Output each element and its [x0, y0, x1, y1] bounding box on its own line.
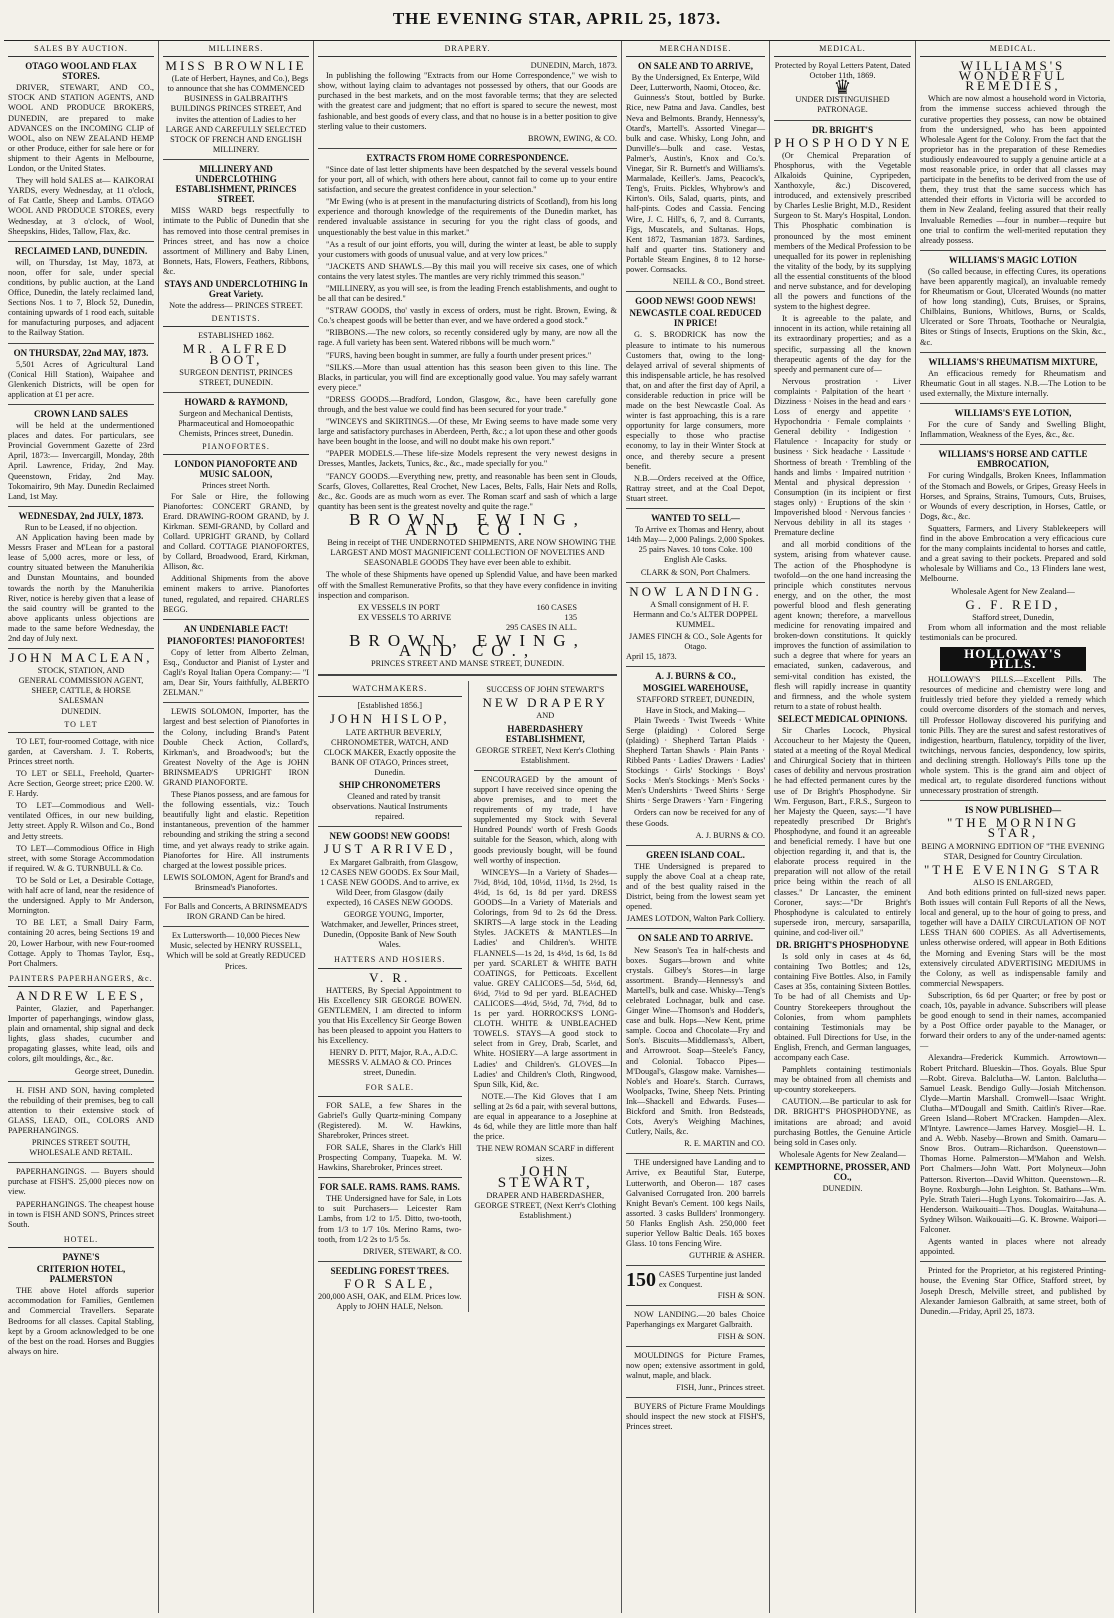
ad-signature: R. E. MARTIN and CO. [684, 1139, 765, 1149]
ad-text: LEWIS SOLOMON, Importer, has the largest and best selection of Pianofortes in the Colony, including Brand's Patent Double Check Action, Collard's, Kirkman's, and Broadwood's; but the Greatest Novelty of the Age is JOHN BRINSMEAD'S UPRIGHT IRON GRAND PIANOFORTE. [163, 707, 309, 787]
divider [8, 506, 154, 507]
ad-heading: V. R. [369, 969, 411, 985]
ad-address: George street, Dunedin. [74, 1066, 154, 1076]
ad-address: DUNEDIN. [822, 1184, 863, 1194]
ad-text: From whom all information and the most reliable testimonials can be procured. [920, 622, 1106, 642]
ad-address: Princes street North. [202, 481, 270, 491]
ad-line: DRAPER AND HABERDASHER, [486, 1190, 605, 1200]
ad-text: Guinness's Stout, bottled by Burke. Rice, new Patna and Java. Candles, best Neva and Belmonts. Brandy, Hennessy's, Otard's, Martell's. Assorted Vinegar—bulk and case. Whisky, Long John, and Dunville's—bulk and case. Vestas, Palmer's, Austin's, Knox and Co.'s. Vinegar, Sir R. Burnett's and Williams's. Marmalade, Keiller's. Jams, Peacock's, Teng's, Fruits. Pickles, Whybrow's and Kirton's. Oils, Salad, quarts, pints, and half-pints. Codes and Cassia. Fencing Wire, J. C. Hill's, 6, 7, and 8. Currants, Figs, Muscatels, and Sultanas. Hops, Kent 1872, Tasmanian 1873. Sardines, half and quarter tins. Stationery and Portable Steam Engines, 8 to 12 horse-power. Cornsacks. [626, 93, 765, 274]
cases-label: EX VESSELS TO ARRIVE [358, 612, 452, 622]
ad-heading: FOR SALE, [344, 1275, 436, 1291]
ad-heading: ON SALE AND TO ARRIVE. [638, 933, 753, 944]
ad-signature: GEORGE YOUNG, Importer, Watchmaker, and Jeweller, Princes street, Dunedin, (Opposite Bank of New South Wales. [320, 910, 459, 950]
ad-text: will, on Thursday, 1st May, 1873, at noon, offer for sale, under special conditions, by public auction, at the Land Office, Dunedin, the lately reclaimed land, Sections Nos. 1 to 7, Block 52, Dunedin, containing upwards of 1 rood each, suitable for manufacturing purposes, and adjacent to the Railway Station. [8, 257, 154, 338]
ad-line: Wholesale Agents for New Zealand— [779, 1149, 906, 1159]
ad-text: CASES Turpentine just landed ex Conquest. [659, 1270, 762, 1290]
divider [920, 800, 1106, 801]
divider [626, 928, 765, 929]
ad-heading: NEW GOODS! NEW GOODS! [329, 831, 450, 842]
cases-value: 160 CASES [536, 602, 577, 612]
ad-text: PAPERHANGINGS. — Buyers should purchase at FISH'S. 25,000 pieces now on view. [8, 1167, 154, 1197]
divider [318, 826, 462, 827]
columns [4, 40, 1110, 1613]
extract-text: "PAPER MODELS.—These life-size Models represent the very newest designs in Dresses, Mantles, Jackets, Tunics, &c., &c., made specially for you." [318, 449, 617, 469]
cases-number: 150 [626, 1269, 656, 1292]
divider [626, 291, 765, 292]
ad-text: Ex Margaret Galbraith, from Glasgow, 12 CASES NEW GOODS. Ex Sour Mail, 1 CASE NEW GOODS. And to arrive, ex Wild Deer, from Glasgow (daily expected), 16 CASES NEW GOODS. [320, 857, 460, 907]
ad-heading: STAYS AND UNDERCLOTHING In Great Variety. [164, 278, 308, 300]
ad-heading: NOW LANDING. [629, 583, 762, 599]
advertiser-name: LONDON PIANOFORTE AND MUSIC SALOON, [174, 459, 298, 480]
advertiser-name: PAYNE'S [62, 1251, 100, 1262]
advertiser-name: JOHN STEWART, [497, 1164, 593, 1191]
column-drapery [313, 41, 621, 1613]
ad-line: GENERAL COMMISSION AGENT, [18, 676, 144, 686]
extract-text: "WINCEYS and SKIRTINGS.—Of these, Mr Ewing seems to have made some very large and satisfactory purchases in Aberdeen, Perth, &c.; a lot upon these and other goods have been bought in the loose, and will no doubt make his own report." [318, 417, 617, 447]
ad-text: LATE ARTHUR BEVERLY, CHRONOMETER, WATCH, AND CLOCK MAKER, Exactly opposite the BANK OF OTAGO, Princes street, Dunedin. [323, 727, 456, 777]
cases-row [318, 613, 617, 623]
ad-address: PRINCES STREET SOUTH, WHOLESALE AND RETAIL. [29, 1138, 133, 1158]
extract-text: "RIBBONS.—The new colors, so recently considered ugly by many, are now all the rage. A full variety has been sent. Watered ribbons will be much worn." [318, 328, 617, 348]
ad-signature: DRIVER, STEWART, & CO. [363, 1246, 462, 1256]
divider [626, 508, 765, 509]
divider [626, 1153, 765, 1154]
section-heading: FOR SALE. [318, 1080, 462, 1096]
ad-text: Additional Shipments from the above eminent makers to arrive. Pianofortes tuned, regulated, and repaired. CHARLES BEGG. [163, 574, 309, 614]
advertiser-name: HOWARD & RAYMOND, [184, 396, 288, 407]
ad-line: UNDER DISTINGUISHED PATRONAGE. [795, 95, 890, 115]
column-heading: MERCHANDISE. [626, 41, 765, 57]
ad-signature: NEILL & CO., Bond street. [672, 277, 765, 287]
ad-text: For the cure of Sandy and Swelling Blight, Inflammation, Weakness of the Eyes, &c., &c. [920, 420, 1106, 440]
ad-text: DRIVER, STEWART, AND CO., STOCK AND STATION AGENTS, AND WOOL AND PRODUCE BROKERS, DUNEDIN, are prepared to make ADVANCES on the INCOMING CLIP of WOOL, also on NEW ZEALAND HEMP or other Produce, either for sale here or for shipment to their Agents in Melbourne, London, or the United States. [8, 83, 154, 174]
masthead [0, 0, 1114, 38]
ad-text: To Arrive ex Thomas and Henry, about 14th May— 2,000 Palings. 2,000 Spokes. 25 pairs Naves. 10 tons Coke. 100 English Ale Casks. [626, 525, 765, 565]
ad-address: PRINCES STREET AND MANSE STREET, DUNEDIN. [370, 659, 565, 669]
divider [8, 404, 154, 405]
lower-left [318, 681, 462, 1312]
ad-signature: HENRY D. PITT, Major, R.A., A.D.C. MESSRS V. ALMAO & CO. Princes street, Dunedin. [328, 1048, 458, 1078]
divider [920, 1261, 1106, 1262]
advertiser-name: A. J. BURNS & CO., [655, 671, 736, 682]
ad-text: Painter, Glazier, and Paperhanger. Importer of paperhangings, window glass, plain and ornamental, ship signal and deck lights, glass shades, cucumber and propagating glasses, white lead, oils and colors, gilt mouldings, &c., &c. [8, 1003, 154, 1064]
ad-text: These Pianos possess, and are famous for the following essentials, viz.: Touch beautifully light and elastic. Repetition instantaneous, prevention of the hammer rebounding and striking the string a second time, and yet always ready to strike again. Pianofortes for Hire. All instruments charged at the lowest possible prices. [163, 790, 309, 870]
ad-text: MOULDINGS for Picture Frames, now open; extensive assortment in gold, walnut, maple, and black. [626, 1350, 765, 1381]
ad-text: Pamphlets containing testimonials may be obtained from all chemists and up-country storekeepers. [774, 1065, 911, 1095]
ad-heading: FOR SALE. RAMS. RAMS. RAMS. [319, 1182, 460, 1193]
ad-text: Plain Tweeds · Twist Tweeds · White Serge (plaiding) · Colored Serge (plaiding) · Shepherd Tartan Plaids · Shepherd Tartan Shawls · Plain Pants · Ribbed Pants · Ladies' Drawers · Ladies' Stockings · Girls' Stockings · Boys' Socks · Men's Stockings · Men's Socks · Men's Undershirts · Tweed Shirts · Serge Shirts · Serge Drawers · Yarn · Fingering [626, 715, 765, 806]
ad-subheading: Run to be Leased, if no objection. [24, 522, 138, 532]
divider [920, 352, 1106, 353]
ailment-list: Nervous prostration · Liver complaints · Palpitation of the heart · Dizziness · Noises in the head and ears · Loss of energy and appetite · Hypochondria · Female complaints · General debility · Indigestion · Flatulence · Incapacity for study or business · Sick headache · Lassitude · Shortness of breath · Trembling of the hands and limbs · Impaired nutrition · Mental and physical depression · Consumption (in its incipient or first stages only) · Eruptions of the skin · Impoverished blood · Nervous fancies · Nervous debility in all its stages · Premature decline [774, 376, 911, 538]
ad-text: Ex Luttersworth— 10,000 Pieces New Music, selected by HENRY RUSSELL, Which will be sold at Greatly REDUCED Prices. [166, 931, 306, 971]
ad-signature: BROWN, EWING, & CO. [528, 133, 617, 143]
ad-text: 5,501 Acres of Agricultural Land (Conical Hill Station), Waipahee and Glenkenich Districts, will be open for application at £1 per acre. [8, 359, 154, 399]
ad-text: The whole of these Shipments have opened up Splendid Value, and have been marked off with the Smallest Remunerative Profits, so that they have every confidence in inviting inspection and comparison. [318, 570, 617, 600]
divider [920, 444, 1106, 445]
ad-text: ENCOURAGED by the amount of support I have received since opening the above premises, and to meet the requirements of my trade, I have supplemented my Stock with Several Hundred Pounds' worth of Fresh Goods suitable for the Season, which, along with goods previously bought, will be found well worthy of inspection. [473, 774, 617, 865]
ad-address: Note the address— PRINCES STREET. [169, 301, 303, 311]
advertiser-name: JOHN HISLOP, [329, 711, 450, 727]
ad-text: AN Application having been made by Messrs Fraser and M'Lean for a pastoral lease of 5,000 acres, more or less, of country situated between the Manuherikia and Dunstan Mountains, and bounded towards the north by the Manuherikia River, notice is hereby given that a lease of the said country will be granted to the above applicants unless objections are made to the same before Wednesday, the 2nd day of July next. [8, 533, 154, 643]
ad-text: A Small consignment of H. F. Hermann and Co.'s ALTER DOPPEL KUMMEL. [633, 599, 758, 629]
ad-signature: LEWIS SOLOMON, Agent for Brand's and Brinsmead's Pianofortes. [163, 872, 309, 892]
column-heading: MILLINERS. [163, 41, 309, 57]
extract-text: "STRAW GOODS, tho' vastly in excess of orders, must be right. Brown, Ewing, & Co.'s cheapest goods will be better than ever, and we have ordered a good stock." [318, 306, 617, 326]
divider [626, 582, 765, 583]
ad-heading: DR. BRIGHT'S PHOSPHODYNE [776, 939, 909, 950]
royal-crest-icon: ♛ [833, 77, 852, 100]
ad-line: ESTABLISHED 1862. [198, 331, 274, 341]
ad-heading: SUCCESS OF JOHN STEWART'S [486, 685, 605, 695]
ad-text: HOLLOWAY'S PILLS.—Excellent Pills. The resources of medicine and chemistry were long and fruitlessly tried before they yielded a remedy which could overcome disorders of the stomach and nerves, till Professor Holloway discovered his purifying and tonic Pills. They are the surest and safest restoratives of indigestion, heartburn, flatulency, torpidity of the liver, twitchings, nervous fancies, despondency, low spirits, and declining strength. Holloway's Pills tone up the whole system. This is the grand aim and object of medical art, to regulate disordered functions without unnecessary prostration of strength. [920, 675, 1106, 796]
ad-date: April 15, 1873. [626, 652, 677, 662]
divider [626, 845, 765, 846]
divider [8, 241, 154, 242]
ad-text: H. FISH AND SON, having completed the rebuilding of their premises, beg to call attention to their extensive stock of GLASS, LEAD, OIL, COLORS AND PAPERHANGINGS. [8, 1085, 154, 1135]
ad-signature: JAMES FINCH & CO., Sole Agents for Otago. [628, 631, 763, 652]
cases-total: 295 CASES IN ALL. [506, 622, 577, 632]
advertiser-name: G. F. REID, [965, 596, 1061, 612]
extract-text: "JACKETS AND SHAWLS.—By this mail you will receive six cases, one of which contains the very latest styles. The mantles are very richly trimmed this season." [318, 261, 617, 281]
imprint: Printed for the Proprietor, at his registered Printing-house, the Evening Star Office, Stafford street, by Joseph Dresch, Melville street, and published by Alexander Jamieson Galbraith, at same street, both of Dunedin.—Friday, April 25, 1873. [920, 1266, 1106, 1316]
divider [318, 674, 617, 676]
advertiser-name: BROWN, EWING, AND CO., [349, 630, 586, 661]
ad-text: Squatters, Farmers, and Livery Stablekeepers will find in the above Embrocation a very efficacious cure for the many complaints incidental to horses and cattle, and a great saving to their pockets. Prepared and sold wholesale by Williams and Co., 13 Flinders lane west, Melbourne. [920, 523, 1106, 584]
ad-address: GEORGE STREET, (Next Kerr's Clothing Establishment.) [474, 1200, 617, 1220]
divider [8, 343, 154, 344]
newspaper-title: THE EVENING STAR, APRIL 25, 1873. [392, 9, 722, 28]
section-heading: WATCHMAKERS. [318, 681, 462, 697]
cases-row [318, 603, 617, 613]
divider [626, 1346, 765, 1347]
advertiser-name: DR. BRIGHT'S [811, 124, 873, 135]
holloways-pills-badge: HOLLOWAY'S PILLS. [940, 647, 1086, 671]
column-merchandise [621, 41, 769, 1613]
ad-text: Surgeon and Mechanical Dentists, Pharmaceutical and Homoeopathic Chemists, Princes street, Dunedin. [177, 408, 295, 439]
turpentine-ad [626, 1270, 765, 1290]
divider [774, 120, 911, 121]
ad-heading: NEW DRAPERY [482, 695, 609, 711]
product-name: WILLIAMS'S WONDERFUL REMEDIES, [958, 58, 1068, 94]
ad-signature: A. J. BURNS & CO. [695, 830, 765, 840]
divider [8, 648, 154, 649]
divider [8, 1081, 154, 1082]
ad-heading: SHIP CHRONOMETERS [339, 780, 441, 790]
extract-text: "SILKS.—More than usual attention has this season been given to this line. The Blacks, in particular, you will find are exceptionally good value. You may safely warrant every piece." [318, 362, 617, 392]
ad-text: Orders can now be received for any of these Goods. [626, 808, 765, 828]
product-name: WILLIAMS'S RHEUMATISM MIXTURE, [928, 356, 1098, 367]
ad-text: Cleaned and rated by transit observations. Nautical Instruments repaired. [332, 792, 448, 822]
column-heading: SALES BY AUCTION. [8, 41, 154, 57]
ad-heading: AN UNDENIABLE FACT! [183, 623, 289, 634]
ad-text: and all morbid conditions of the system, arising from whatever cause. The action of the Phosphodyne is twofold—on the one hand increasing the principle which constitutes nervous energy, and on the other, the most powerful blood and flesh generating agent known; therefore, a marvellous medicine for renovating impaired and broken-down constitutions. It quickly improves the function of assimilation to such a degree that where for years an emaciated, sunken, cadaverous, and semi-vital condition has existed, the flesh will rapidly increase in quantity and firmness, and the whole system return to a state of robust health. [774, 540, 911, 711]
ad-heading: "THE EVENING STAR [923, 861, 1103, 877]
ad-text: will be held at the undermentioned places and dates. For particulars, see Provincial Government Gazette of 23rd April, 1873:— Invercargill, Monday, 28th April. Lawrence, Friday, 2nd May. Queenstown, Friday, 2nd May. Tokomairiro, 9th May. Dunedin Reclaimed Land, 1st May. [8, 421, 154, 501]
ad-text: WINCEYS—In a Variety of Shades—7½d, 8½d, 10d, 10½d, 11½d, 1s 2½d, 1s 4½d, 1s 6d, 1s 8d per yard. DRESS GOODS—In a Variety of Materials and Colorings, from 9d to 2s 6d the Dress. SKIRTS—A large stock in the Leading Styles. JACKETS & MANTLES—In Ladies' and Children's. WHITE FLANNELS—1s 2d, 1s 4½d, 1s 6d, 1s 8d per yard. SCARLET & WHITE BATH COATINGS, for Petticoats. Excellent value. GREY CALICOES—5d, 5½d, 6d, 6½d, 7½d to 9d per yard. BLEACHED CALICOES—4½d, 5½d, 7d, 7½d, 8d to 1s per yard. HORROCKS'S LONG-CLOTH. WHITE & UNBLEACHED TOWELS. STAYS—A good stock to select from in Grey, Drab, Scarlet, and White. HOSIERY—A large assortment in Ladies' and Children's. GLOVES—In Ladies' and Children's Cloth, Ringwood, Spun Silk, Kid, &c. [473, 867, 617, 1089]
divider [8, 1162, 154, 1163]
ad-heading: EXTRACTS FROM HOME CORRESPONDENCE. [366, 152, 569, 163]
extract-text: "FURS, having been bought in summer, are fully a fourth under present prices." [326, 350, 592, 360]
advertiser-name: BROWN, EWING, AND CO. [349, 509, 586, 540]
divider [318, 148, 617, 149]
divider [318, 1261, 462, 1262]
agents-list: Alexandra—Frederick Kummich. Arrowtown—Robert Pritchard. Blueskin—Thos. Goyals. Blue Spur—Robt. Gireva. Balclutha—W. Lanton. Balclutha—Samuel Leask. Bendigo Gully—Josiah Mitchenson. Clyde—Martin Marshall. Cromwell—Isaac Wright. Clutha—M'Dougall and Smith. Caitlin's River—Rae. Green Island—Robert M'Cracken. Hampden—Alex. M'Intyre. Lawrence—James Harvey. Mosgiel—H. L. and A. Webb. Naseby—Brown and Smith. Oamaru—Snow Bros. Outram—Richardson. Queenstown—Thomas Horne. Palmerston—M'Mahon and Welsh. Port Chalmers—John Watt. Port Molyneux—John Patterson. Riverton—David Whitton. Queenstown—R. Boyne. Roxburgh—John Leighton. St. Bathans—Wm. Pyle. Strath Taieri—Hugh Lyons. Tokomairiro—Jas. A. Henderson. Waikouaiti—Thos. Douglas. Waitahuna—Sydney Wilson. Waikouaiti—G. K. Browne. Waipori—Falconer. [920, 1053, 1106, 1235]
column-milliners [158, 41, 313, 1613]
ad-line: SHEEP, CATTLE, & HORSE SALESMAN [31, 686, 131, 706]
ad-heading: GOOD NEWS! GOOD NEWS! [635, 296, 756, 307]
ad-signature: GUTHRIE & ASHER. [689, 1251, 765, 1261]
divider [163, 926, 309, 927]
divider [920, 403, 1106, 404]
ad-text: THE Undersigned have for Sale, in Lots to suit Purchasers— Leicester Ram Lambs, from 1/2 to 1/5. Ditto, two-tooth, from 1/3 to 1/7 10s. Merino Rams, two-tooth, from 1/2 2s to 1/5 5s. [318, 1194, 462, 1244]
ad-text: Being in receipt of THE UNDERNOTED SHIPMENTS, ARE NOW SHOWING THE LARGEST AND MOST MAGNIFICENT COLLECTION OF NOVELTIES AND SEASONABLE GOODS They have ever been able to exhibit. [327, 538, 616, 568]
product-name: WILLIAMS'S EYE LOTION, [954, 408, 1072, 418]
section-heading: HATTERS AND HOSIERS. [318, 952, 462, 968]
ad-line: Have in Stock, and Making— [645, 705, 746, 715]
ad-text: N.B.—Orders received at the Office, Rattray street, and at the Coal Depot, Stuart street. [626, 473, 765, 503]
ad-heading: SELECT MEDICAL OPINIONS. [777, 713, 908, 724]
ad-subheading: By the Undersigned, Ex Enterpe, Wild Deer, Lutterworth, Naomi, Otoceo, &c. [630, 73, 761, 93]
column-medical [769, 41, 915, 1613]
ad-heading: ON THURSDAY, 22nd MAY, 1873. [13, 347, 149, 358]
ad-heading: PIANOFORTES! PIANOFORTES! [167, 635, 305, 646]
extract-text: "Since date of last letter shipments have been despatched by the several vessels bound for your port, all of which, with others here about, cannot fail to come up to your entire satisfaction, and secure the greatest confidence in your selection." [318, 164, 617, 195]
ad-text: BUYERS of Picture Frame Mouldings should inspect the new stock at FISH'S, Princes street. [626, 1402, 765, 1432]
ad-text: TO LET, four-roomed Cottage, with nice garden, at Caversham. J. T. Roberts, Princes street north. [8, 736, 154, 766]
ad-line: AND [536, 711, 555, 721]
ad-text: Sir Charles Locock, Physical Accoucheur to her Majesty the Queen, stated at a meeting of the Royal Medical and Chirurgical Society that in thirteen cases of debility and nervous prostration he had effected permanent cures by the use of Dr Bright's Phosphodyne. Sir Wm. Ferguson, Bart., F.R.S., Surgeon to her Majesty the Queen, says:—"I have repeatedly prescribed Dr Bright's Phosphodyne, and found it an agreeable and beneficial remedy. I have but one objection regarding it, and that is, the elaborate process required in the preparation will not allow of the retail price being within the reach of all classes." Dr Lancaster, the eminent Coroner, says:—"Dr Bright's Phosphodyne is calculated to entirely supersede iron, mercury, sarsaparilla, quinine, and cod-liver oil." [774, 726, 911, 937]
section-heading: PIANOFORTES. [163, 439, 309, 455]
ad-text: For Balls and Concerts, A BRINSMEAD'S IRON GRAND Can be hired. [164, 902, 308, 922]
ad-line: Wholesale Agent for New Zealand— [951, 586, 1075, 596]
ad-address: GEORGE STREET, Next Kerr's Clothing Establishment. [475, 745, 615, 765]
divider [163, 159, 309, 160]
ad-signature: Apply to JOHN HALE, Nelson. [336, 1302, 443, 1312]
section-heading: TO LET [8, 717, 154, 733]
extract-text: "As a result of our joint efforts, you will, during the winter at least, be able to supply your customers with goods of unusual value, and at very low prices." [318, 239, 617, 259]
ad-line: DUNEDIN. [61, 706, 101, 716]
section-heading: HOTEL. [8, 1232, 154, 1248]
ad-signature: FISH & SON. [717, 1290, 765, 1300]
ad-line: STOCK, STATION, AND [37, 666, 125, 676]
ad-text: TO BE LET, a Small Dairy Farm, containing 20 acres, being Sections 19 and 20, Lower Harbour, with new Four-roomed Cottage. Apply to Thomas Taylor, Esq., Port Chalmers. [8, 918, 154, 968]
ad-text: CAUTION.—Be particular to ask for DR. BRIGHT'S PHOSPHODYNE, as imitations are abroad; and avoid purchasing Bottles, the Genuine Article being sold in Cases only. [774, 1097, 911, 1147]
ad-heading: IS NOW PUBLISHED— [964, 805, 1062, 816]
divider [626, 666, 765, 667]
advertiser-name: CRITERION HOTEL, PALMERSTON [36, 1264, 126, 1285]
lower-split [318, 681, 617, 1312]
ad-heading: JUST ARRIVED, [323, 841, 456, 857]
ad-heading: CROWN LAND SALES [33, 409, 129, 419]
ad-text: And both editions printed on full-sized news paper. Both issues will contain Full Reports of all the News, local and general, up to the hour of going to press, and together will have a DAILY CIRCULATION OF NOT LESS THAN 600 COPIES. As all Advertisements, unless otherwise ordered, will appear in Both Editions the Morning and Evening Stars will be the most extensively circulated ADVERTISING MEDIUMS in the Colony, as well as indispensable family and commercial Newspapers. [920, 887, 1106, 988]
column-medical-2 [915, 41, 1110, 1613]
extract-text: "Mr Ewing (who is at present in the manufacturing districts of Scotland), from his long experience and thorough knowledge of the requirements of the Dunedin market, has rendered invaluable assistance in securing for you the right class of goods, and unquestionably the best value in this market." [318, 197, 617, 237]
divider [318, 1177, 462, 1178]
ad-heading: GREEN ISLAND COAL. [646, 849, 745, 860]
ad-heading: WEDNESDAY, 2nd JULY, 1873. [18, 510, 144, 521]
divider [163, 702, 309, 703]
ad-address: Stafford street, Dunedin, [972, 612, 1054, 622]
divider [474, 770, 618, 771]
ad-text: (So called because, in effecting Cures, its operations have been apparently magical), an invaluable remedy for Rheumatism or Gout, Ulcerated Wounds (no matter of how long standing), Cuts, Bruises, or Sprains, Chilblains, Bunions, Whitlows, Burns, or Scalds, Ulcerated or Sore Throats, Toothache or Neuralgia, Bites or Stings of Insects, Eruptions on the Skin, &c., &c. [920, 266, 1106, 347]
ad-text: NOTE.—The Kid Gloves that I am selling at 2s 6d a pair, with several buttons, are equal in appearance to a Josephine at 4s 6d, while they are little more than half the price. [473, 1091, 617, 1142]
ad-text: THE NEW ROMAN SCARF in different sizes. [476, 1144, 614, 1164]
ad-heading: "THE MORNING STAR, [947, 815, 1079, 841]
dateline: DUNEDIN, March, 1873. [530, 61, 617, 71]
ad-text: SURGEON DENTIST, PRINCES STREET, DUNEDIN. [179, 367, 293, 387]
divider [626, 1397, 765, 1398]
divider [163, 392, 309, 393]
ad-heading: MILLINERY AND UNDERCLOTHING ESTABLISHMENT, PRINCES STREET. [175, 163, 297, 205]
ad-line: BEING A MORNING EDITION OF "THE EVENING STAR, Designed for Country Circulation. [921, 841, 1105, 861]
lower-right [468, 681, 618, 1312]
advertiser-name: MR. ALFRED BOOT, [182, 341, 290, 367]
ad-line: Protected by Royal Letters Patent, Dated October 11th, 1869. [774, 61, 911, 81]
ad-text: New Season's Tea in half-chests and boxes. Sugars—brown and white crystals. Gilbey's Stores—in large assortment. Brandy—Hennessy's and Martell's, bulk and case. Whisky—Teng's celebrated Lochnagar, bulk and case. Ginger Wine—Thomson's and Hodder's, case and bulk. Hops—New Kent, prime sample. Cocoa and Chocolate—Fry and Son's. Biscuits—Middlemass's, Albert, and Arrowroot. Soap—Steele's Fancy, and Colonial. Tobacco Pipes—M'Dougal's, Glasgow make. Varnishes—Noble's and Hoare's. Starch. Curraws, Woolpacks, Twine, Sheep Nets. Printing Ink—Shackell and Edwards. Fuses—Bickford and Smith. Iron Bedsteads, Cots, Avery's Weighing Machines, Cutlery, Nails, &c. [626, 945, 765, 1137]
ad-line: ALSO IS ENLARGED, [973, 877, 1053, 887]
advertiser-name: JOHN MACLEAN, [9, 650, 153, 666]
ad-heading: SEEDLING FOREST TREES. [330, 1265, 449, 1276]
ad-text: TO be Sold or Let, a Desirable Cottage, with half acre of land, near the residence of the undersigned. Apply to Mr Anderson, Mornington. [8, 875, 154, 916]
ad-text: TO LET—Commodious Office in High street, with some Storage Accommodation if required. W. & G. TURNBULL & Co. [8, 843, 154, 873]
advertiser-name: MISS BROWNLIE [165, 58, 307, 74]
ad-heading: OTAGO WOOL AND FLAX STORES. [25, 61, 137, 82]
section-heading: DENTISTS. [163, 311, 309, 327]
ad-text: 200,000 ASH, OAK, and ELM. Prices low. [318, 1292, 462, 1302]
ad-signature: FISH, Junr., Princes street. [676, 1383, 765, 1393]
divider [626, 1265, 765, 1266]
ad-text: TO LET or SELL, Freehold, Quarter-Acre Section, George street; price £200. W. F. Hardy. [8, 769, 154, 799]
ad-text: TO LET—Commodious and Well-ventilated Offices, in our new building, Jetty street. Apply R. Wilson and Co., Bond and Jetty streets. [8, 801, 154, 841]
ad-text: For Sale or Hire, the following Pianofortes: CONCERT GRAND, by Erard. DRAWING-ROOM GRAND, by J. Kirkman. SEMI-GRAND, by Collard and Collard. UPRIGHT GRAND, by Collard and Collard. COTTAGE PIANOFORTES, by Collard, Broadwood, Erard, Kirkman, Allison, &c. [163, 491, 309, 572]
ad-text: It is agreeable to the palate, and innocent in its action, while retaining all its extraordinary properties; and as a specific, surpassing all the known therapeutic agents of the day for the speedy and permanent cure of— [774, 314, 911, 374]
column-heading: MEDICAL. [774, 41, 911, 57]
cases-label: EX VESSELS IN PORT [358, 602, 440, 612]
ad-text: They will hold SALES at— KAIKORAI YARDS, every Wednesday, at 11 o'clock, of Fat Cattle, Sheep and Lambs. OTAGO WOOL AND PRODUCE STORES, every Wednesday, at 3 o'clock, of Wool, Sheepskins, Hides, Tallow, Flax, &c. [8, 176, 154, 236]
extract-text: "DRESS GOODS.—Bradford, London, Glasgow, &c., have been carefully gone through, and the best value we could find has been secured for your trade." [318, 394, 617, 414]
ad-text: Copy of letter from Alberto Zelman, Esq., Conductor and Pianist of Lyster and Cagli's Royal Italian Opera Company:— "I am, Dear Sir, Yours faithfully, ALBERTO ZELMAN." [163, 647, 309, 698]
ad-text: For curing Windgalls, Broken Knees, Inflammation of the Stomach and Bowels, or Gripes, Greasy Heels in Horses, and Sprains, Strains, Tumours, Cuts, Bruises, or Wounds of every description, in Horses, Cattle, or Dogs, &c., &c. [920, 471, 1106, 521]
cases-value: 135 [564, 612, 577, 622]
product-name: PHOSPHODYNE [774, 134, 914, 150]
ad-heading: RECLAIMED LAND, DUNEDIN. [14, 245, 148, 256]
ad-text: In publishing the following "Extracts from our Home Correspondence," we wish to show, without laying claim to advantages not possessed by others, that our Goods are purchased in the best markets, and on the most favorable terms; that they are selected with the greatest care and judgment; that no effort is spared to secure the newest, most fashionable, and best goods of every class, and that no house is in a better position to give sterling value to their customers. [318, 71, 617, 131]
ad-signature: JAMES LOTDON, Walton Park Colliery. [626, 914, 765, 924]
ad-heading: MOSGIEL WAREHOUSE, [642, 683, 749, 694]
ad-text: NOW LANDING.—20 bales Choice Paperhangings ex Margaret Galbraith. [626, 1309, 765, 1329]
ad-text: MISS WARD begs respectfully to intimate to the Public of Dunedin that she has removed into those central premises in Princes street, and has now a choice assortment of Millinery and Baby Linen, Bonnets, Hats, Flowers, Feathers, Ribbons, &c. [163, 206, 309, 276]
ad-text: FOR SALE, a few Shares in the Gabriel's Gully Quartz-mining Company (Registered). M. W. Hawkins, Sharebroker, Princes street. [318, 1100, 462, 1140]
divider [626, 1305, 765, 1306]
ad-signature: FISH & SON. [717, 1331, 765, 1341]
ad-text: G. S. BRODRICK has now the pleasure to intimate to his numerous Customers that, owing to the long-delayed arrival of several shipments of this indispensable article, he has resolved that, on and after the first day of April, a considerable reduction in price will be made on the best Newcastle Coal. As winter is fast approaching, this is a rare opportunity for large consumers, more especially to those who practise economy, to lay in their Winter Stock at once, and thereby secure a present benefit. [626, 330, 765, 471]
ad-line: [Established 1856.] [357, 701, 423, 711]
divider [163, 619, 309, 620]
advertiser-name: ANDREW LEES, [15, 987, 147, 1003]
ad-text: PAPERHANGINGS. The cheapest house in town is FISH AND SON'S, Princes street South. [8, 1199, 154, 1229]
section-heading: PAINTERS PAPERHANGERS, &c. [8, 971, 154, 987]
column-heading: MEDICAL. [920, 41, 1106, 57]
ad-text: (Or Chemical Preparation of Phosphorus, with the Vegetable Alkaloids Quinine, Cypripeden, Xanthoxyle, &c.) Discovered, introduced, and extensively prescribed by Charles Leslie Bright, M.D., Resident Surgeon to St. Mary's Hospital, London. This Phosphatic combination is pronounced by the most eminent members of the Medical Profession to be unequalled for its power in replenishing the vitality of the body, by its supplying all the essential constituents of the blood and nerve substance, and for developing all the powers and functions of the system to the highest degree. [774, 150, 911, 312]
ad-signature: CLARK & SON, Port Chalmers. [640, 567, 751, 577]
ad-text: THE Undersigned is prepared to supply the above Coal at a cheap rate, and of the best quality raised in the District, being from the lowest seam yet opened. [626, 861, 765, 912]
extract-text: "FANCY GOODS.—Everything new, pretty, and reasonable has been sent in Clouds, Scarfs, Gloves, Collarettes, Real Crochet, New Laces, Belts, Falls, Hair Nets and Rolls, &c., &c. Goods are as much worn as ever. The Roman scarf and sash of which a large quantity has been sent is the greatest novelty and quite the rage." [318, 471, 617, 511]
ad-text: Which are now almost a household word in Victoria, from the immense success achieved through the curative properties they possess, can now be obtained from the undersigned, who has been appointed Wholesale Agent for the Colony. From the fact that the proprietor has in the preparation of these Remedies studiously endeavoured to supply a genuine article at a most reasonable price, in order that all classes may participate in the benefits to be derived from the use of them, they trust that the same success which has attended their efforts in Victoria will be accorded to them in New Zealand, feeling assured that their really Invaluable Remedies —four in number—require but one trial to confirm the well-merited reputation they already possess. [920, 94, 1106, 245]
ad-text: Is sold only in cases at 4s 6d, containing Two Bottles; and 12s, containing Five Bottles. Also, in Family Cases at 35s, containing Sixteen Bottles. To be had of all Chemists and Up-Country Storekeepers throughout the Colonies, from whom pamphlets containing Testimonials may be obtained. Full Directions for Use, in the English, French, and German languages, accompany each Case. [774, 952, 911, 1062]
extract-text: "MILLINERY, as you will see, is from the leading French establishments, and ought to be all that can be desired." [318, 283, 617, 304]
ad-text: THE above Hotel affords superior accommodation for Families, Gentlemen and Commercial Travellers. Separate Bedrooms for all classes. Capital Stabling, kept by a Groom acknowledged to be one of the best on the road. Horses and Buggies always on hire. [8, 1286, 154, 1356]
product-name: WILLIAMS'S HORSE AND CATTLE EMBROCATION, [938, 449, 1088, 470]
ad-text: FOR SALE, Shares in the Clark's Hill Prospecting Company, Tuapeka. M. W. Hawkins, Sharebroker, Princes street. [318, 1142, 462, 1173]
ad-text: THE undersigned have Landing and to Arrive, ex Beautiful Star, Euterpe, Lutterworth, and Oberon— 187 cases Galvanised Corrugated Iron. 200 barrels Knight Bevan's Cement. 100 kegs Nails, assorted. 3 casks Bullders' Ironmongery. 50 Flanks English Ash. 250,000 feet superior Yellow Baltic Deals. 165 boxes Glass. 10 tons Fencing Wire. [626, 1158, 765, 1249]
ad-text: (Late of Herbert, Haynes, and Co.), Begs to announce that she has COMMENCED BUSINESS in GALBRAITH'S BUILDINGS PRINCES STREET, And invites the attention of Ladies to her LARGE AND CAREFULLY SELECTED STOCK OF FRENCH AND ENGLISH MILLINERY. [165, 74, 309, 154]
ad-heading: NEWCASTLE COAL REDUCED IN PRICE! [629, 308, 762, 329]
ad-text: HATTERS, By Special Appointment to His Excellency SIR GEORGE BOWEN. GENTLEMEN, I am directed to inform you that His Excellency Sir George Bowen has been pleased to appoint you Hatters to his Excellency. [318, 985, 462, 1046]
ad-address: STAFFORD STREET, DUNEDIN, [636, 695, 755, 705]
ad-heading: ON SALE AND TO ARRIVE, [638, 61, 753, 72]
ad-text: An efficacious remedy for Rheumatism and Rheumatic Gout in all stages. N.B.—The Lotion to be used externally, the Mixture internally. [920, 368, 1106, 398]
divider [920, 250, 1106, 251]
ad-text: Subscription, 6s 6d per Quarter; or free by post or coach, 10s, payable in advance. Subscribers will please be good enough to send in their names, accompanied by a Post Office order payable to the Manager, or forward their orders to any of the under-named agents:— [920, 990, 1106, 1051]
product-name: WILLIAMS'S MAGIC LOTION [948, 254, 1078, 265]
ad-heading: WANTED TO SELL— [651, 513, 740, 524]
divider [163, 897, 309, 898]
ad-heading: HABERDASHERY ESTABLISHMENT, [505, 723, 585, 744]
advertiser-name: KEMPTHORNE, PROSSER, AND CO., [774, 1161, 911, 1183]
column-sales-by-auction [4, 41, 158, 1613]
column-heading: DRAPERY. [318, 41, 617, 57]
ad-text: Agents wanted in places where not already appointed. [920, 1237, 1106, 1257]
